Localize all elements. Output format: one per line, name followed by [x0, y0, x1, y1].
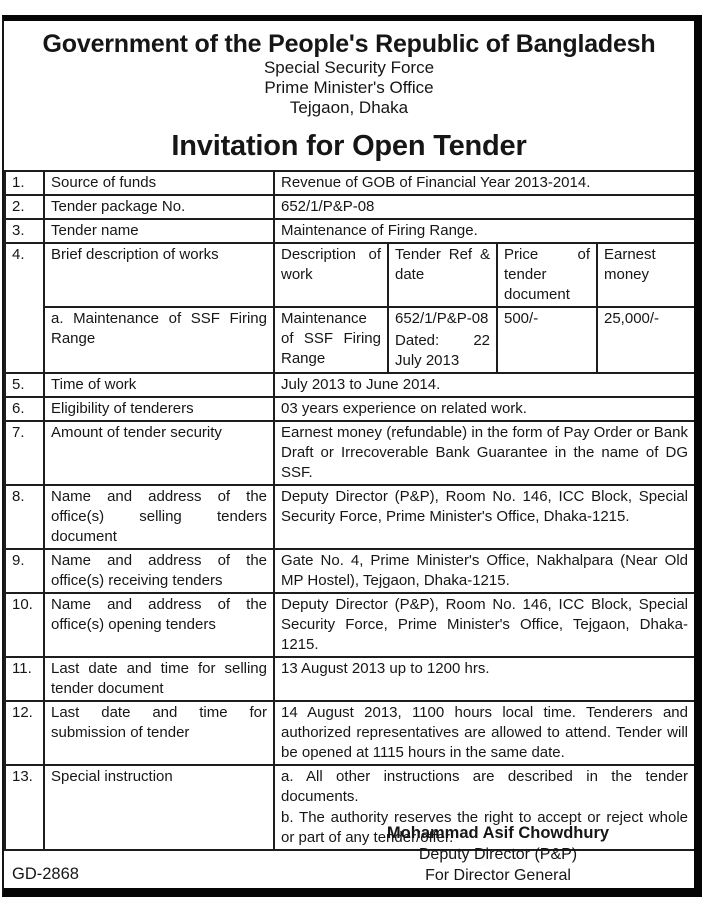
row-number: 4. [5, 243, 44, 373]
government-title: Government of the People's Republic of Bangladesh [42, 30, 656, 58]
signatory-name: Mohammad Asif Chowdhury [386, 824, 610, 842]
row-value: Deputy Director (P&P), Room No. 146, ICC Block, Special Security Force, Prime Minister's Office, Tejgaon, Dhaka-1215. [274, 593, 695, 657]
table-row-tender-name [5, 219, 695, 243]
row-number: 13. [5, 765, 44, 850]
row-value: Maintenance of Firing Range. [274, 219, 695, 243]
table-row-tender-security [5, 421, 695, 485]
special-instruction-a: a. All other instructions are described in the tender documents. [281, 768, 688, 805]
work-item-ref-no: 652/1/P&P-08 [395, 310, 489, 327]
table-row-last-date-selling [5, 657, 695, 701]
subcol-header-description: Description of work [274, 243, 388, 307]
row-label: Name and address of the office(s) opening tenders [44, 593, 274, 657]
row-number: 3. [5, 219, 44, 243]
subcol-header-tender-ref: Tender Ref & date [388, 243, 497, 307]
signatory-title: Deputy Director (P&P) [418, 846, 578, 863]
table-row-eligibility [5, 397, 695, 421]
row-label: Last date and time for submission of tender [44, 701, 274, 765]
work-item-earnest-money: 25,000/- [597, 307, 695, 373]
row-number: 11. [5, 657, 44, 701]
tender-notice-page [2, 15, 702, 897]
table-row-office-selling [5, 485, 695, 549]
table-row-work-item [5, 307, 695, 373]
row-label: Tender package No. [44, 195, 274, 219]
row-number: 10. [5, 593, 44, 657]
row-value: Deputy Director (P&P), Room No. 146, ICC Block, Special Security Force, Prime Minister's Office, Dhaka-1215. [274, 485, 695, 549]
row-label: Name and address of the office(s) selling tenders document [44, 485, 274, 549]
table-row-brief-description-header [5, 243, 695, 307]
tender-details-table [4, 170, 696, 851]
row-label: Name and address of the office(s) receiving tenders [44, 549, 274, 593]
org-line-force: Special Security Force [263, 58, 435, 77]
row-label: Brief description of works [44, 243, 274, 307]
work-item-price: 500/- [497, 307, 597, 373]
signatory-for-line: For Director General [425, 867, 571, 884]
special-instruction-b: b. The authority reserves the right to accept or reject whole or part of any tender/offer. [281, 809, 688, 846]
org-line-office: Prime Minister's Office [264, 78, 434, 97]
row-value: 14 August 2013, 1100 hours local time. Tenderers and authorized representatives are allowed to attend. Tender will be opened at 1115 hours in the same date. [274, 701, 695, 765]
row-label: Amount of tender security [44, 421, 274, 485]
document-title: Invitation for Open Tender [171, 130, 527, 162]
notice-header [4, 30, 694, 163]
row-label: Time of work [44, 373, 274, 397]
row-number: 8. [5, 485, 44, 549]
row-label: Last date and time for selling tender document [44, 657, 274, 701]
row-value: 13 August 2013 up to 1200 hrs. [274, 657, 695, 701]
row-value: Gate No. 4, Prime Minister's Office, Nakhalpara (Near Old MP Hostel), Tejgaon, Dhaka-1215. [274, 549, 695, 593]
work-item-ref-and-date [388, 307, 497, 373]
row-number: 9. [5, 549, 44, 593]
work-item-label: a. Maintenance of SSF Firing Range [44, 307, 274, 373]
row-label: Eligibility of tenderers [44, 397, 274, 421]
row-number: 2. [5, 195, 44, 219]
signature-block [326, 823, 670, 886]
table-row-time-of-work [5, 373, 695, 397]
row-number: 6. [5, 397, 44, 421]
row-label: Tender name [44, 219, 274, 243]
row-number: 7. [5, 421, 44, 485]
table-row-office-opening [5, 593, 695, 657]
row-number: 12. [5, 701, 44, 765]
subcol-header-price: Price of tender document [497, 243, 597, 307]
table-row-package-no [5, 195, 695, 219]
row-value: Earnest money (refundable) in the form of Pay Order or Bank Draft or Irrecoverable Bank Guarantee in the name of DG SSF. [274, 421, 695, 485]
row-label: Special instruction [44, 765, 274, 850]
subcol-header-earnest: Earnest money [597, 243, 695, 307]
row-label: Source of funds [44, 171, 274, 195]
row-number: 1. [5, 171, 44, 195]
row-value: July 2013 to June 2014. [274, 373, 695, 397]
table-row-last-date-submission [5, 701, 695, 765]
row-value: 652/1/P&P-08 [274, 195, 695, 219]
row-value: 03 years experience on related work. [274, 397, 695, 421]
gd-reference-code: GD-2868 [12, 865, 79, 883]
table-row-source-of-funds [5, 171, 695, 195]
org-line-location: Tejgaon, Dhaka [289, 98, 409, 117]
row-number: 5. [5, 373, 44, 397]
work-item-ref-date: Dated: 22 July 2013 [395, 332, 490, 369]
row-value: Revenue of GOB of Financial Year 2013-2014. [274, 171, 695, 195]
work-item-description: Maintenance of SSF Firing Range [274, 307, 388, 373]
table-row-office-receiving [5, 549, 695, 593]
